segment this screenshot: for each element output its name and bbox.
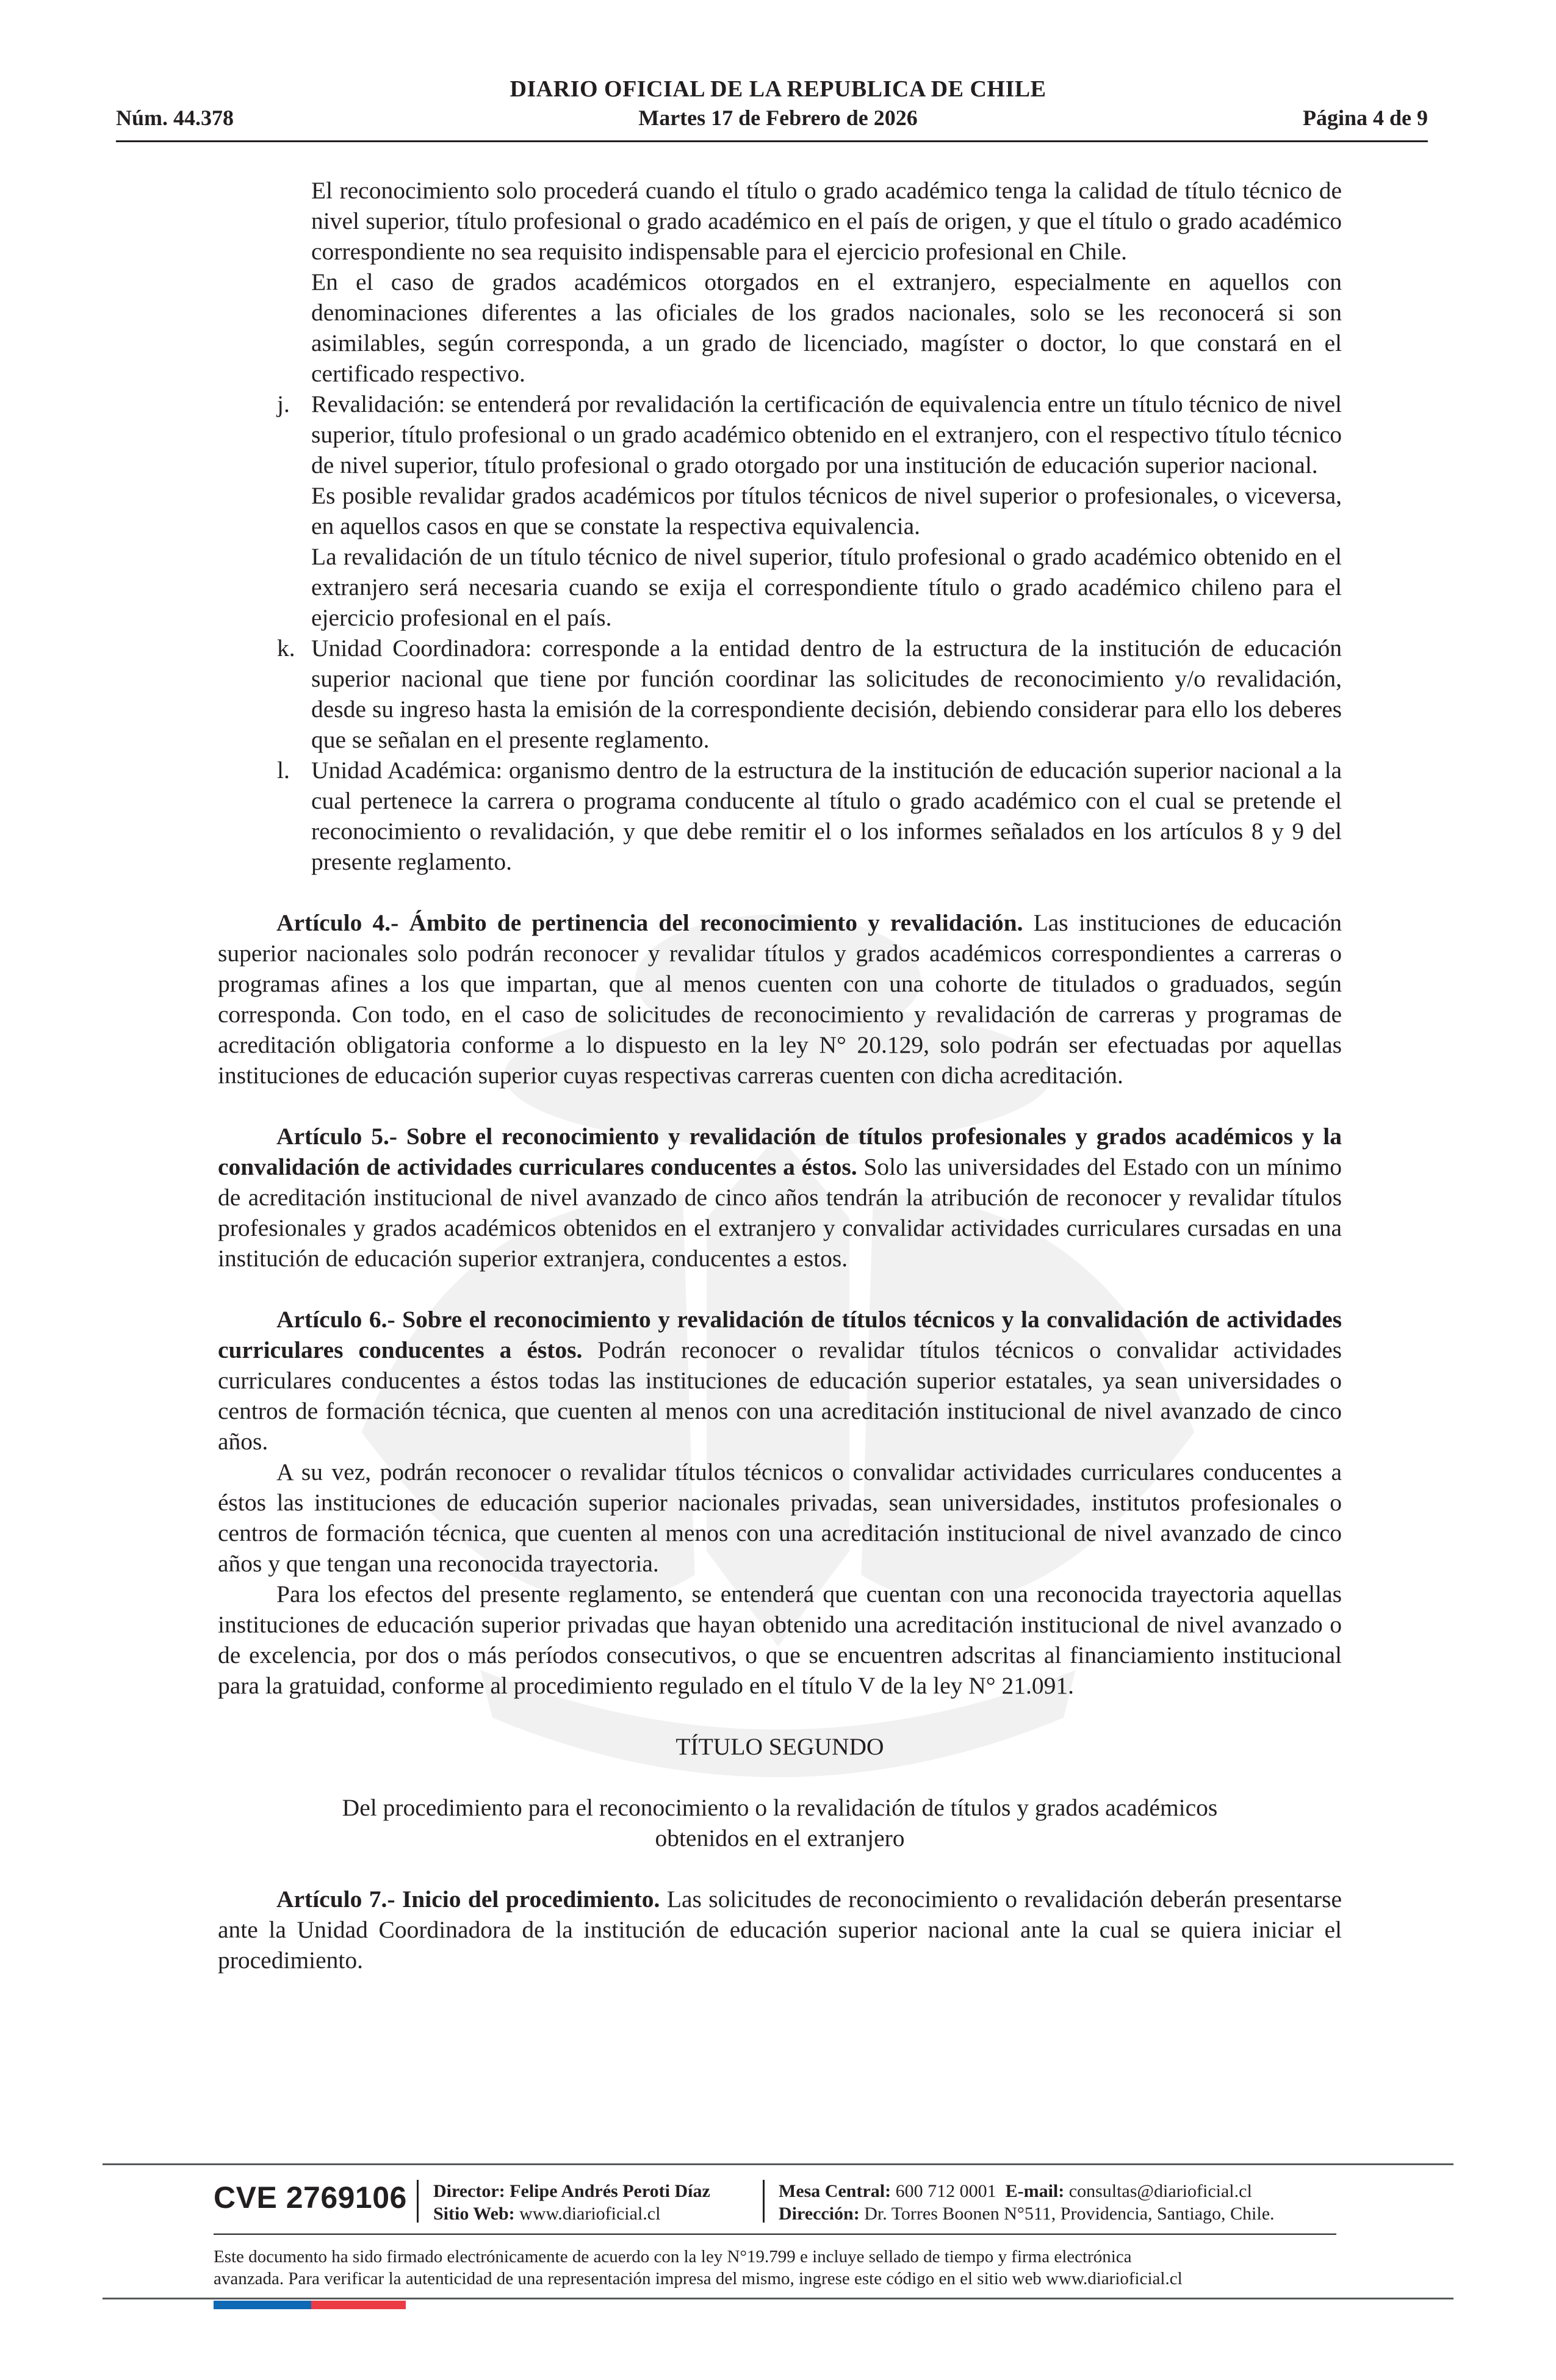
list-marker: j. (277, 391, 290, 417)
page-number: Página 4 de 9 (1302, 106, 1428, 130)
document-body (218, 175, 1342, 1975)
article-text: Podrán reconocer o revalidar títulos técnicos o convalidar actividades curriculares conducentes a éstos todas las instituciones de educación superior estatales, ya sean universidades o centros de formación técnica, que cuenten al menos con una acreditación institucional de nivel avanzado de cinco años. (218, 1336, 1342, 1455)
list-marker: l. (277, 757, 290, 784)
section-subtitle: Del procedimiento para el reconocimiento o la revalidación de títulos y grados académicos obtenidos en el extranjero (342, 1794, 1218, 1852)
paragraph: El reconocimiento solo procederá cuando el título o grado académico tenga la calidad de título técnico de nivel superior, título profesional o grado académico en el país de origen, y que el título o grado académico correspondiente no sea requisito indispensable para el ejercicio profesional en Chile. (311, 177, 1342, 265)
issue-date: Martes 17 de Febrero de 2026 (638, 106, 918, 130)
list-item-text: Revalidación: se entenderá por revalidación la certificación de equivalencia entre un título técnico de nivel superior, título profesional o un grado académico obtenido en el extranjero, con el respectivo título técnico de nivel superior, título profesional o grado otorgado por una institución de educación superior nacional. (311, 391, 1342, 478)
web-label: Sitio Web: (433, 2204, 515, 2224)
article-text: Las instituciones de educación superior nacionales solo podrán reconocer y revalidar títulos y grados académicos correspondientes a carreras o programas afines a los que impartan, que al menos cuenten con una cohorte de titulados o graduados, según corresponda. Con todo, en el caso de solicitudes de reconocimiento y revalidación de carreras y programas de acreditación obligatoria conforme a lo dispuesto en la ley N° 20.129, solo podrán ser efectuadas por aquellas instituciones de educación superior cuyas respectivas carreras cuenten con dicha acreditación. (218, 909, 1342, 1089)
footer-divider (103, 2163, 1453, 2165)
header-divider (116, 140, 1428, 142)
issue-number: Núm. 44.378 (116, 106, 234, 130)
footer-bottom-divider (103, 2298, 1453, 2299)
mesa-label: Mesa Central: (779, 2181, 891, 2201)
director-name: Felipe Andrés Peroti Díaz (510, 2181, 710, 2201)
article-heading: Artículo 5.- Sobre el reconocimiento y revalidación de títulos profesionales y grados académicos y la convalidación de actividades curriculares conducentes a éstos. (218, 1123, 1342, 1180)
direccion-value: Dr. Torres Boonen N°511, Providencia, Santiago, Chile. (864, 2204, 1275, 2224)
web-link[interactable]: www.diarioficial.cl (519, 2204, 661, 2224)
article-7 (218, 1884, 1342, 1975)
article-heading: Artículo 7.- Inicio del procedimiento. (276, 1886, 660, 1913)
article-text: Las solicitudes de reconocimiento o revalidación deberán presentarse ante la Unidad Coordinadora de la institución de educación superior nacional ante la cual se quiera iniciar el procedimiento. (218, 1886, 1342, 1974)
paragraph: En el caso de grados académicos otorgados en el extranjero, especialmente en aquellos con denominaciones diferentes a las oficiales de los grados nacionales, solo se les reconocerá si son asimilables, según corresponda, a un grado de licenciado, magíster o doctor, lo que constará en el certificado respectivo. (311, 269, 1342, 387)
list-item-k (218, 633, 1342, 755)
paragraph: Para los efectos del presente reglamento, se entenderá que cuentan con una reconocida trayectoria aquellas instituciones de educación superior privadas que hayan obtenido una acreditación institucional de nivel avanzado o de excelencia, por dos o más períodos consecutivos, o que se encuentren adscritas al financiamiento institucional para la gratuidad, conforme al procedimiento regulado en el título V de la ley N° 21.091. (218, 1581, 1342, 1699)
article-6 (218, 1304, 1342, 1457)
flag-stripe-blue (214, 2301, 311, 2309)
list-item-j (218, 389, 1342, 480)
footer-contact-block (779, 2180, 1275, 2225)
signature-notice: Este documento ha sido firmado electrónicamente de acuerdo con la ley N°19.799 e incluye sellado de tiempo y firma electrónica avanzada. Para verificar la autenticidad de una representación impresa del mismo, ingrese este código en el sitio web www.diarioficial.cl (214, 2247, 1183, 2288)
list-item-l (218, 755, 1342, 877)
article-heading: Artículo 4.- Ámbito de pertinencia del reconocimiento y revalidación. (276, 909, 1023, 936)
gazette-title: DIARIO OFICIAL DE LA REPUBLICA DE CHILE (510, 76, 1046, 102)
article-heading: Artículo 6.- Sobre el reconocimiento y revalidación de títulos técnicos y la convalidación de actividades curriculares conducentes a éstos. (218, 1306, 1342, 1363)
article-4 (218, 907, 1342, 1091)
section-title: TÍTULO SEGUNDO (675, 1733, 884, 1760)
article-text: Solo las universidades del Estado con un mínimo de acreditación institucional de nivel avanzado de cinco años tendrán la atribución de reconocer y revalidar títulos profesionales y grados académicos obtenidos en el extranjero y convalidar actividades curriculares cursadas en una institución de educación superior extranjera, conducentes a estos. (218, 1153, 1342, 1272)
paragraph: La revalidación de un título técnico de nivel superior, título profesional o grado académico obtenido en el extranjero será necesaria cuando se exija el correspondiente título o grado académico chileno para el ejercicio profesional en el país. (311, 543, 1342, 631)
list-item-text: Unidad Académica: organismo dentro de la estructura de la institución de educación superior nacional a la cual pertenece la carrera o programa conducente al título o grado académico con el cual se pretende el reconocimiento o revalidación, y que debe remitir el o los informes señalados en los artículos 8 y 9 del presente reglamento. (311, 757, 1342, 875)
flag-stripe-red (311, 2301, 406, 2309)
mesa-value: 600 712 0001 (895, 2181, 996, 2201)
list-item-text: Unidad Coordinadora: corresponde a la entidad dentro de la estructura de la institución de educación superior nacional que tiene por función coordinar las solicitudes de reconocimiento y/o revalidación, desde su ingreso hasta la emisión de la correspondiente decisión, debiendo considerar para ello los deberes que se señalan en el presente reglamento. (311, 635, 1342, 753)
article-5 (218, 1121, 1342, 1274)
email-link[interactable]: consultas@diarioficial.cl (1068, 2181, 1252, 2201)
footer-separator (763, 2180, 765, 2223)
email-label: E-mail: (1005, 2181, 1065, 2201)
footer-divider (214, 2234, 1336, 2235)
footer-director-block (433, 2180, 710, 2225)
list-marker: k. (277, 635, 295, 662)
paragraph: Es posible revalidar grados académicos por títulos técnicos de nivel superior o profesionales, o viceversa, en aquellos casos en que se constate la respectiva equivalencia. (311, 482, 1342, 539)
paragraph: A su vez, podrán reconocer o revalidar títulos técnicos o convalidar actividades curriculares conducentes a éstos las instituciones de educación superior nacionales privadas, sean universidades, institutos profesionales o centros de formación técnica, que cuenten al menos con una acreditación institucional de nivel avanzado de cinco años y que tengan una reconocida trayectoria. (218, 1459, 1342, 1577)
direccion-label: Dirección: (779, 2204, 860, 2224)
cve-code: CVE 2769106 (214, 2180, 407, 2215)
footer-separator (417, 2180, 419, 2223)
director-label: Director: (433, 2181, 505, 2201)
